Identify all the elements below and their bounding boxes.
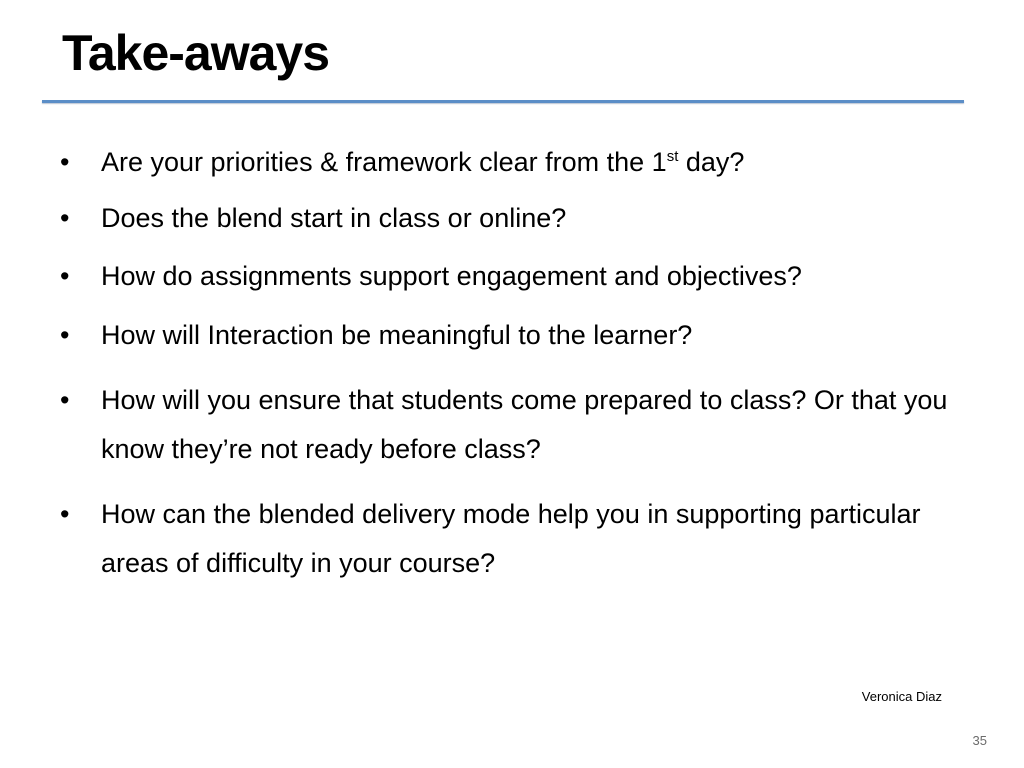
page-number: 35 — [972, 733, 987, 748]
bullet-text: How can the blended delivery mode help you in supporting particular areas of difficulty in your course? — [101, 499, 921, 578]
bullet-superscript: st — [666, 148, 679, 165]
bullet-glyph: • — [60, 203, 70, 233]
bullet-glyph: • — [60, 261, 70, 291]
bullet-text: How do assignments support engagement and objectives? — [101, 261, 802, 291]
bullet-item — [60, 311, 970, 360]
bullet-item — [60, 252, 970, 301]
bullet-glyph: • — [60, 147, 70, 177]
bullet-text: How will Interaction be meaningful to the learner? — [101, 320, 693, 350]
bullet-item — [60, 194, 970, 243]
bullet-text: How will you ensure that students come prepared to class? Or that you know they’re not ready before class? — [101, 385, 948, 464]
bullet-glyph: • — [60, 385, 70, 415]
bullet-item — [60, 138, 970, 187]
bullet-glyph: • — [60, 320, 70, 350]
bullet-text-part: Are your priorities & framework clear from the 1 — [101, 147, 667, 177]
bullet-text — [101, 138, 970, 187]
bullet-text: Does the blend start in class or online? — [101, 203, 567, 233]
bullet-text-part: day? — [678, 147, 745, 177]
author-name: Veronica Diaz — [861, 689, 942, 704]
slide-title: Take-aways — [62, 25, 330, 81]
bullet-glyph: • — [60, 499, 70, 529]
bullet-item — [60, 376, 970, 474]
bullet-item — [60, 490, 970, 588]
title-underline — [42, 100, 964, 103]
